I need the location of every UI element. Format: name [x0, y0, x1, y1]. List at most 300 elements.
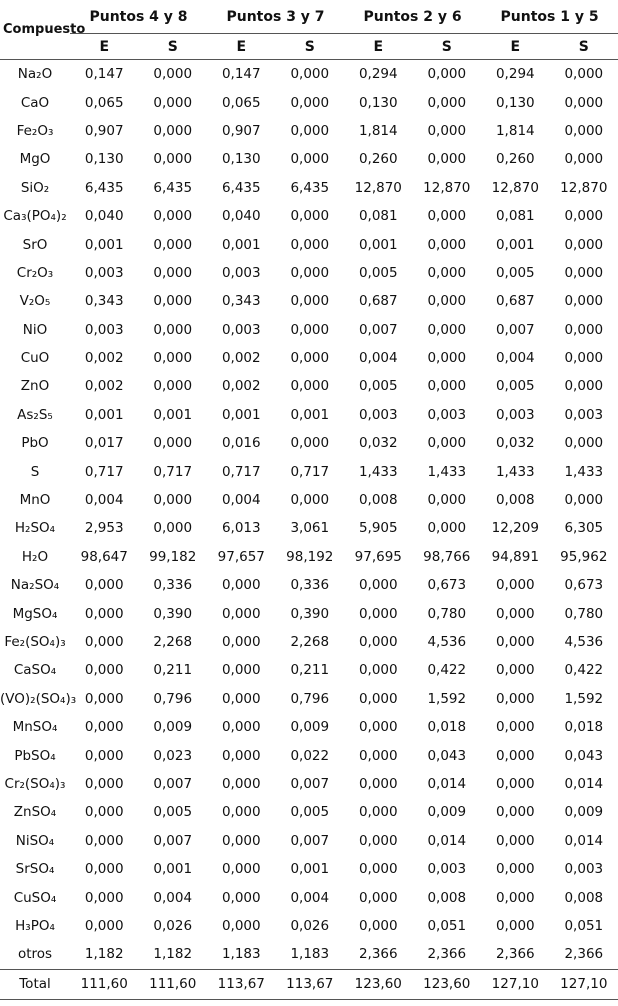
table-cell: 0,007: [358, 321, 398, 338]
compound-name: CuO: [20, 350, 50, 367]
table-cell: 0,000: [221, 662, 261, 679]
table-cell: 0,000: [427, 378, 467, 395]
compound-name: ZnSO₄: [13, 804, 57, 821]
table-cell: 0,002: [221, 378, 261, 395]
table-cell: 0,000: [221, 775, 261, 792]
table-cell: 0,000: [564, 350, 604, 367]
table-cell: 0,000: [153, 264, 193, 281]
table-cell: 1,182: [153, 946, 193, 963]
compound-name: PbSO₄: [14, 747, 56, 764]
table-cell: 97,657: [217, 548, 265, 565]
table-cell: 0,780: [427, 605, 467, 622]
table-cell: 0,000: [84, 747, 124, 764]
table-cell: 0,008: [427, 889, 467, 906]
table-row: [0, 344, 618, 372]
compound-name: SiO₂: [20, 179, 50, 196]
table-cell: 0,009: [153, 719, 193, 736]
table-cell: 0,294: [495, 66, 535, 83]
table-cell: 0,051: [564, 917, 604, 934]
table-cell: 0,422: [564, 662, 604, 679]
table-cell: 0,000: [153, 208, 193, 225]
group-header-2-6: Puntos 2 y 6: [344, 0, 481, 34]
table-cell: 98,766: [423, 548, 471, 565]
table-cell: 0,000: [427, 236, 467, 253]
table-cell: 113,67: [276, 969, 345, 999]
table-row: [0, 88, 618, 116]
table-cell: 0,000: [290, 264, 330, 281]
table-cell: 0,260: [495, 151, 535, 168]
table-cell: 0,014: [564, 775, 604, 792]
table-cell: 0,000: [153, 293, 193, 310]
table-cell: 0,051: [427, 917, 467, 934]
table-cell: 0,009: [564, 804, 604, 821]
table-cell: 0,000: [221, 577, 261, 594]
table-cell: 0,005: [358, 378, 398, 395]
table-cell: 0,000: [358, 889, 398, 906]
table-row: [0, 259, 618, 287]
table-cell: 1,433: [495, 463, 535, 480]
table-row: [0, 316, 618, 344]
table-cell: 0,211: [153, 662, 193, 679]
table-cell: 2,268: [153, 634, 193, 650]
compound-name: Fe₂O₃: [16, 122, 54, 139]
table-cell: 0,000: [427, 264, 467, 281]
table-cell: 0,000: [495, 917, 535, 934]
table-cell: 1,592: [427, 690, 467, 707]
table-cell: 0,000: [221, 634, 261, 650]
table-cell: 97,695: [354, 548, 402, 565]
compound-name: (VO)₂(SO₄)₃: [0, 690, 77, 707]
table-cell: 0,000: [290, 350, 330, 367]
table-cell: 0,260: [358, 151, 398, 168]
table-cell: 0,000: [564, 264, 604, 281]
table-cell: 0,003: [427, 406, 467, 423]
table-cell: 0,000: [290, 435, 330, 452]
table-cell: 0,673: [427, 577, 467, 594]
table-cell: 0,000: [495, 662, 535, 679]
table-cell: 0,000: [358, 719, 398, 736]
table-row: [0, 401, 618, 429]
compound-header: Compuesto: [0, 0, 70, 60]
table-cell: 0,004: [358, 350, 398, 367]
table-row: [0, 60, 618, 89]
table-cell: 0,001: [495, 236, 535, 253]
compound-name: CuSO₄: [13, 889, 57, 906]
compound-name: Cr₂O₃: [16, 264, 54, 281]
table-cell: 0,032: [358, 435, 398, 452]
compound-name: H₂SO₄: [14, 520, 56, 537]
table-row: [0, 940, 618, 969]
table-cell: 0,000: [84, 804, 124, 821]
table-cell: 0,130: [358, 94, 398, 111]
sub-header-e: E: [344, 34, 413, 60]
table-cell: 0,001: [358, 236, 398, 253]
table-cell: 0,000: [84, 917, 124, 934]
table-cell: 0,043: [564, 747, 604, 764]
table-cell: 0,007: [153, 832, 193, 849]
table-row: [0, 543, 618, 571]
table-cell: 99,182: [149, 548, 197, 565]
table-cell: 0,336: [153, 577, 193, 594]
compound-name: ZnO: [20, 378, 50, 395]
table-cell: 0,005: [290, 804, 330, 821]
table-cell: 6,435: [221, 179, 261, 196]
table-cell: 0,000: [358, 747, 398, 764]
table-cell: 0,000: [564, 378, 604, 395]
sub-header-s: S: [413, 34, 482, 60]
table-cell: 0,001: [290, 861, 330, 878]
table-row: [0, 741, 618, 769]
table-cell: 0,065: [84, 94, 124, 111]
table-cell: 0,008: [564, 889, 604, 906]
table-cell: 0,000: [427, 151, 467, 168]
table-cell: 0,026: [290, 917, 330, 934]
compound-name: NiO: [22, 321, 48, 338]
table-row: [0, 287, 618, 315]
table-cell: 0,000: [427, 435, 467, 452]
table-row: [0, 457, 618, 485]
table-cell: 0,000: [221, 804, 261, 821]
table-cell: 0,907: [221, 122, 261, 139]
table-cell: 0,147: [221, 66, 261, 83]
table-row: [0, 713, 618, 741]
table-cell: 0,000: [427, 520, 467, 537]
table-cell: 0,026: [153, 917, 193, 934]
table-cell: 0,003: [221, 264, 261, 281]
table-cell: 0,007: [153, 775, 193, 792]
compound-name: Total: [0, 969, 70, 999]
table-cell: 0,040: [84, 208, 124, 225]
table-cell: 0,000: [84, 577, 124, 594]
table-cell: 0,000: [564, 293, 604, 310]
table-cell: 12,209: [491, 520, 539, 537]
table-cell: 127,10: [550, 969, 618, 999]
table-cell: 0,065: [221, 94, 261, 111]
group-header-4-8: Puntos 4 y 8: [70, 0, 207, 34]
table-cell: 0,000: [358, 804, 398, 821]
table-cell: 0,390: [290, 605, 330, 622]
table-cell: 0,009: [290, 719, 330, 736]
sub-header-e: E: [481, 34, 550, 60]
table-cell: 3,061: [290, 520, 330, 537]
table-cell: 0,022: [290, 747, 330, 764]
table-cell: 0,000: [290, 293, 330, 310]
table-cell: 0,000: [221, 690, 261, 707]
table-cell: 0,000: [358, 917, 398, 934]
table-cell: 0,014: [427, 832, 467, 849]
total-row: [0, 969, 618, 999]
table-cell: 0,040: [221, 208, 261, 225]
table-cell: 0,005: [358, 264, 398, 281]
table-cell: 0,000: [290, 236, 330, 253]
table-cell: 0,000: [290, 151, 330, 168]
table-cell: 6,435: [153, 179, 193, 196]
table-row: [0, 202, 618, 230]
table-cell: 98,647: [80, 548, 128, 565]
table-cell: 0,081: [358, 208, 398, 225]
table-cell: 0,000: [358, 832, 398, 849]
table-cell: 0,000: [221, 605, 261, 622]
compound-name: H₂O: [21, 548, 49, 565]
table-cell: 2,366: [495, 946, 535, 963]
table-row: [0, 571, 618, 599]
table-cell: 0,014: [427, 775, 467, 792]
compound-name: As₂S₅: [17, 406, 53, 423]
compound-name: SrO: [22, 236, 48, 253]
table-cell: 0,000: [84, 861, 124, 878]
table-cell: 0,000: [153, 122, 193, 139]
header-row-sub: [0, 34, 618, 60]
table-cell: 0,000: [153, 520, 193, 537]
table-cell: 1,814: [358, 122, 398, 139]
table-cell: 0,000: [495, 889, 535, 906]
compound-name: MnSO₄: [12, 719, 58, 736]
table-cell: 0,000: [221, 719, 261, 736]
table-cell: 0,422: [427, 662, 467, 679]
table-cell: 0,000: [495, 577, 535, 594]
table-row: [0, 145, 618, 173]
table-cell: 0,000: [564, 236, 604, 253]
table-cell: 0,717: [221, 463, 261, 480]
table-cell: 0,000: [495, 775, 535, 792]
table-row: [0, 883, 618, 911]
table-cell: 0,003: [84, 321, 124, 338]
table-cell: 0,130: [495, 94, 535, 111]
table-row: [0, 117, 618, 145]
table-cell: 1,433: [427, 463, 467, 480]
table-cell: 6,435: [84, 179, 124, 196]
sub-header-s: S: [550, 34, 618, 60]
table-cell: 0,014: [564, 832, 604, 849]
table-cell: 0,016: [221, 435, 261, 452]
sub-header-e: E: [207, 34, 276, 60]
table-cell: 0,001: [221, 236, 261, 253]
table-cell: 0,000: [153, 350, 193, 367]
table-cell: 0,796: [153, 690, 193, 707]
table-cell: 2,366: [427, 946, 467, 963]
table-cell: 94,891: [491, 548, 539, 565]
table-cell: 0,032: [495, 435, 535, 452]
table-cell: 0,002: [221, 350, 261, 367]
table-cell: 0,003: [84, 264, 124, 281]
table-cell: 0,796: [290, 690, 330, 707]
table-cell: 0,005: [153, 804, 193, 821]
table-cell: 0,000: [427, 208, 467, 225]
table-cell: 0,000: [495, 605, 535, 622]
table-cell: 0,000: [84, 634, 124, 650]
table-cell: 0,000: [84, 719, 124, 736]
table-cell: 12,870: [423, 179, 471, 196]
table-cell: 0,003: [495, 406, 535, 423]
table-row: [0, 486, 618, 514]
compound-name: CaSO₄: [13, 662, 57, 679]
table-cell: 0,000: [221, 747, 261, 764]
table-cell: 0,211: [290, 662, 330, 679]
sub-header-s: S: [139, 34, 208, 60]
table-cell: 0,000: [221, 832, 261, 849]
table-cell: 0,000: [495, 719, 535, 736]
table-cell: 0,017: [84, 435, 124, 452]
table-cell: 0,005: [495, 264, 535, 281]
table-cell: 0,023: [153, 747, 193, 764]
table-cell: 1,433: [358, 463, 398, 480]
table-cell: 0,000: [153, 66, 193, 83]
table-cell: 0,000: [153, 435, 193, 452]
table-cell: 0,000: [358, 634, 398, 650]
compound-name: Ca₃(PO₄)₂: [3, 208, 67, 225]
table-cell: 0,004: [290, 889, 330, 906]
table-cell: 0,000: [290, 208, 330, 225]
table-cell: 0,000: [427, 122, 467, 139]
table-cell: 0,001: [221, 406, 261, 423]
table-row: [0, 174, 618, 202]
table-cell: 0,000: [495, 747, 535, 764]
compound-name: Cr₂(SO₄)₃: [4, 775, 66, 792]
table-cell: 0,000: [495, 861, 535, 878]
table-cell: 0,130: [221, 151, 261, 168]
table-row: [0, 514, 618, 542]
table-cell: 0,717: [153, 463, 193, 480]
table-cell: 4,536: [564, 634, 604, 650]
table-row: [0, 628, 618, 656]
table-cell: 0,336: [290, 577, 330, 594]
table-cell: 0,000: [153, 378, 193, 395]
table-cell: 0,000: [290, 122, 330, 139]
table-cell: 0,717: [84, 463, 124, 480]
table-cell: 0,000: [564, 66, 604, 83]
table-cell: 0,000: [358, 775, 398, 792]
table-cell: 0,000: [358, 662, 398, 679]
table-cell: 98,192: [286, 548, 334, 565]
compound-name: PbO: [21, 435, 49, 452]
sub-header-s: S: [276, 34, 345, 60]
table-cell: 127,10: [481, 969, 550, 999]
table-cell: 0,009: [427, 804, 467, 821]
table-cell: 0,147: [84, 66, 124, 83]
table-cell: 0,004: [153, 889, 193, 906]
table-row: [0, 912, 618, 940]
table-cell: 1,433: [564, 463, 604, 480]
table-cell: 0,000: [221, 917, 261, 934]
group-header-3-7: Puntos 3 y 7: [207, 0, 344, 34]
table-cell: 0,130: [84, 151, 124, 168]
table-cell: 0,000: [564, 151, 604, 168]
table-row: [0, 770, 618, 798]
table-cell: 1,592: [564, 690, 604, 707]
table-cell: 0,001: [84, 406, 124, 423]
compound-name: MgSO₄: [12, 605, 58, 622]
table-cell: 0,000: [495, 804, 535, 821]
table-cell: 12,870: [354, 179, 402, 196]
compound-name: Na₂O: [17, 66, 53, 83]
table-cell: 0,000: [358, 690, 398, 707]
table-cell: 2,366: [358, 946, 398, 963]
table-cell: 0,003: [564, 406, 604, 423]
table-cell: 0,018: [427, 719, 467, 736]
table-cell: 0,000: [427, 492, 467, 509]
compound-name: SrSO₄: [15, 861, 55, 878]
table-cell: 95,962: [560, 548, 608, 565]
table-cell: 0,004: [221, 492, 261, 509]
table-cell: 2,953: [84, 520, 124, 537]
table-row: [0, 798, 618, 826]
table-cell: 0,000: [358, 577, 398, 594]
table-cell: 0,000: [84, 832, 124, 849]
table-cell: 0,000: [84, 889, 124, 906]
table-cell: 0,717: [290, 463, 330, 480]
table-cell: 4,536: [427, 634, 467, 650]
table-cell: 0,907: [84, 122, 124, 139]
compound-name: Fe₂(SO₄)₃: [4, 634, 66, 650]
table-cell: 1,182: [84, 946, 124, 963]
table-cell: 0,000: [153, 321, 193, 338]
table-cell: 1,183: [290, 946, 330, 963]
sub-header-e: E: [70, 34, 139, 60]
table-cell: 0,294: [358, 66, 398, 83]
table-cell: 6,305: [564, 520, 604, 537]
table-row: [0, 827, 618, 855]
table-cell: 0,003: [358, 406, 398, 423]
table-cell: 0,004: [84, 492, 124, 509]
table-cell: 0,043: [427, 747, 467, 764]
table-cell: 0,000: [84, 662, 124, 679]
table-cell: 0,007: [290, 832, 330, 849]
table-cell: 0,000: [564, 122, 604, 139]
table-cell: 0,000: [84, 690, 124, 707]
table-row: [0, 429, 618, 457]
table-cell: 0,000: [564, 94, 604, 111]
table-row: [0, 372, 618, 400]
table-row: [0, 685, 618, 713]
compound-name: MnO: [19, 492, 51, 509]
table-row: [0, 855, 618, 883]
compound-name: MgO: [19, 151, 51, 168]
table-cell: 0,004: [495, 350, 535, 367]
table-cell: 0,343: [221, 293, 261, 310]
table-cell: 12,870: [560, 179, 608, 196]
table-cell: 0,000: [495, 832, 535, 849]
table-cell: 0,002: [84, 350, 124, 367]
table-cell: 0,000: [153, 236, 193, 253]
table-cell: 0,000: [427, 350, 467, 367]
table-cell: 0,000: [84, 605, 124, 622]
table-cell: 0,000: [427, 321, 467, 338]
table-cell: 0,001: [290, 406, 330, 423]
table-cell: 0,000: [153, 94, 193, 111]
table-cell: 2,366: [564, 946, 604, 963]
compound-name: H₃PO₄: [15, 917, 55, 934]
table-cell: 111,60: [139, 969, 208, 999]
table-cell: 0,018: [564, 719, 604, 736]
table-cell: 0,081: [495, 208, 535, 225]
table-cell: 0,000: [427, 94, 467, 111]
table-row: [0, 599, 618, 627]
compound-name: otros: [17, 946, 53, 963]
table-cell: 0,390: [153, 605, 193, 622]
table-cell: 0,001: [153, 861, 193, 878]
table-cell: 6,013: [221, 520, 261, 537]
table-cell: 6,435: [290, 179, 330, 196]
table-cell: 111,60: [70, 969, 139, 999]
table-row: [0, 230, 618, 258]
table-cell: 0,007: [495, 321, 535, 338]
table-cell: 0,343: [84, 293, 124, 310]
group-header-1-5: Puntos 1 y 5: [481, 0, 618, 34]
table-cell: 0,000: [84, 775, 124, 792]
table-cell: 0,000: [290, 321, 330, 338]
table-cell: 5,905: [358, 520, 398, 537]
table-cell: 0,001: [153, 406, 193, 423]
